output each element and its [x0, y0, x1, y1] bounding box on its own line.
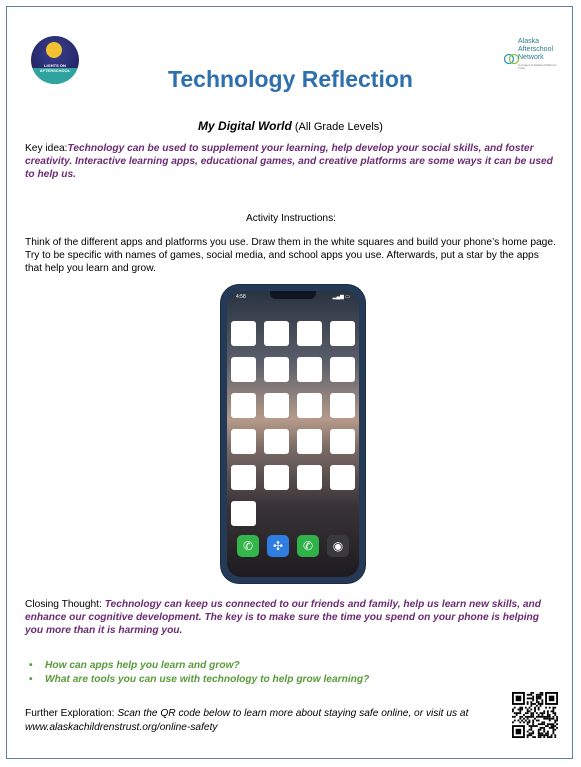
- further-url[interactable]: www.alaskachildrenstrust.org/online-safety: [25, 722, 218, 733]
- blank-app-square[interactable]: [231, 321, 256, 346]
- blank-app-square[interactable]: [231, 393, 256, 418]
- blank-app-square[interactable]: [297, 465, 322, 490]
- closing-label: Closing Thought:: [25, 599, 102, 610]
- question-list: [45, 659, 369, 687]
- further-text: Scan the QR code below to learn more about staying safe online, or visit us at: [117, 708, 469, 719]
- phone-clock: 4:58: [236, 294, 246, 300]
- key-idea-label: Key idea:: [25, 143, 68, 154]
- camera-icon[interactable]: ◉: [327, 535, 349, 557]
- phone-notch: [270, 291, 316, 299]
- blank-app-square[interactable]: [297, 357, 322, 382]
- logo-right-sub: A project of Alaska Children's Trust: [518, 63, 557, 70]
- blank-app-square[interactable]: [330, 321, 355, 346]
- instructions-heading: Activity Instructions:: [245, 213, 337, 224]
- blank-app-square[interactable]: [231, 501, 256, 526]
- logo-left-text: LIGHTS ON AFTERSCHOOL: [39, 63, 71, 73]
- phone-mockup: [221, 285, 365, 583]
- blank-app-square[interactable]: [264, 465, 289, 490]
- phone-dock: [227, 535, 359, 563]
- subtitle-main: My Digital World: [198, 119, 292, 133]
- blank-app-square[interactable]: [264, 393, 289, 418]
- blank-app-square[interactable]: [231, 465, 256, 490]
- closing-thought: [25, 598, 557, 637]
- phone-screen: [227, 291, 359, 577]
- subtitle-note: (All Grade Levels): [294, 121, 383, 133]
- key-idea-text: Technology can be used to supplement your learning, help develop your social skills, and foster creativity. Interactive learning apps, educational games, and creative platforms are some ways it can be used to help us.: [25, 143, 553, 180]
- subtitle: [0, 119, 581, 133]
- question-item: • What are tools you can use with technology to help grow learning?: [45, 673, 369, 687]
- whatsapp-icon[interactable]: ✆: [297, 535, 319, 557]
- further-exploration: [25, 707, 505, 735]
- blank-app-square[interactable]: [297, 393, 322, 418]
- further-label: Further Exploration:: [25, 708, 115, 719]
- blank-app-square[interactable]: [330, 357, 355, 382]
- signal-icon: ▂▄▆ ▭: [332, 294, 350, 300]
- logo-right-name: Alaska Afterschool Network: [518, 38, 554, 61]
- blank-app-square[interactable]: [297, 429, 322, 454]
- blank-app-square[interactable]: [264, 321, 289, 346]
- blank-app-square[interactable]: [330, 429, 355, 454]
- page-title: Technology Reflection: [168, 66, 413, 92]
- blank-app-square[interactable]: [330, 465, 355, 490]
- safari-icon[interactable]: ✣: [267, 535, 289, 557]
- blank-app-square[interactable]: [297, 321, 322, 346]
- sun-icon: [46, 42, 62, 58]
- blank-app-square[interactable]: [231, 429, 256, 454]
- blank-app-square[interactable]: [264, 429, 289, 454]
- closing-text: Technology can keep us connected to our friends and family, help us learn new skills, and enhance our cognitive development. The key is to make sure the time you spend on your phone is helping you more than it is harming you.: [25, 599, 541, 636]
- blank-app-square[interactable]: [231, 357, 256, 382]
- blank-app-square[interactable]: [330, 393, 355, 418]
- blank-app-square[interactable]: [264, 357, 289, 382]
- instructions-text: Think of the different apps and platforms you use. Draw them in the white squares and build your phone’s home page. Try to be specific with names of games, social media, and school apps you use. Afterwards, put a star by the apps that help you learn and grow.: [25, 237, 556, 274]
- key-idea: [25, 142, 557, 181]
- question-item: • How can apps help you learn and grow?: [45, 659, 369, 673]
- phone-icon[interactable]: ✆: [237, 535, 259, 557]
- qr-code-icon[interactable]: [512, 692, 558, 738]
